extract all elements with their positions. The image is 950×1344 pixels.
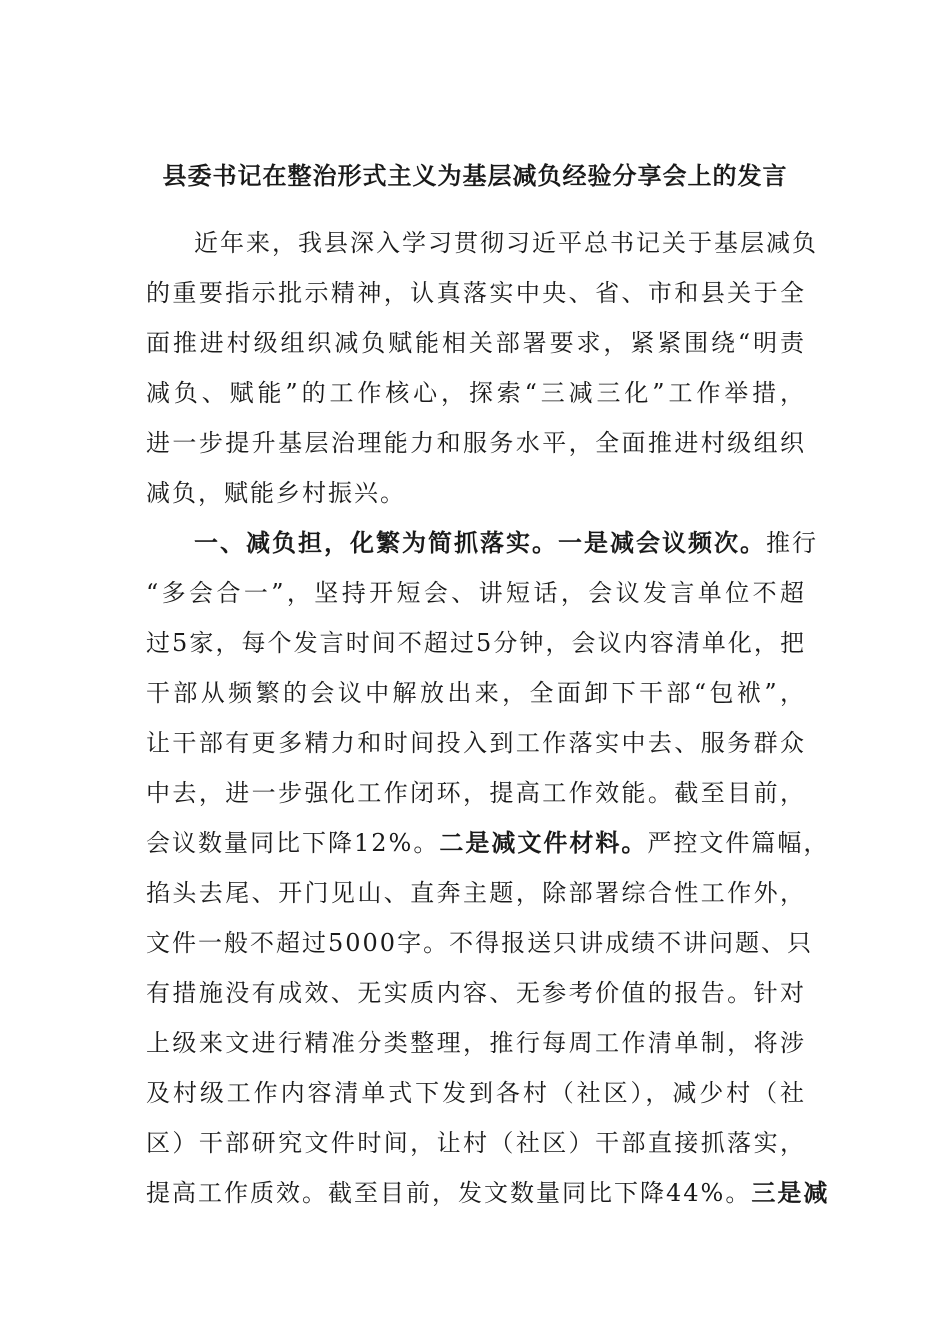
subheading-3: 三是减 bbox=[751, 1178, 830, 1207]
paragraph-2-line-13: 区）干部研究文件时间，让村（社区）干部直接抓落实， bbox=[146, 1129, 806, 1157]
paragraph-2-line-7-start: 会议数量同比下降12%。 bbox=[146, 829, 440, 857]
paragraph-2-line-7 bbox=[146, 818, 830, 868]
paragraph-2-line-7-rest: 严控文件篇幅， bbox=[647, 829, 830, 857]
paragraph-1-line-6: 减负，赋能乡村振兴。 bbox=[146, 479, 406, 507]
paragraph-2-line-10: 有措施没有成效、无实质内容、无参考价值的报告。针对 bbox=[146, 979, 806, 1007]
section-heading: 一、减负担，化繁为简抓落实。一是减会议频次。 bbox=[194, 528, 766, 557]
paragraph-2-line-4: 干部从频繁的会议中解放出来，全面卸下干部“包袱”， bbox=[146, 679, 806, 707]
paragraph-1-line-3: 面推进村级组织减负赋能相关部署要求，紧紧围绕“明责 bbox=[146, 329, 806, 357]
paragraph-1-line-2: 的重要指示批示精神，认真落实中央、省、市和县关于全 bbox=[146, 279, 806, 307]
paragraph-2-line-14 bbox=[146, 1168, 830, 1218]
paragraph-2-line-1 bbox=[146, 518, 818, 568]
paragraph-2-line-6: 中去，进一步强化工作闭环，提高工作效能。截至目前， bbox=[146, 779, 806, 807]
paragraph-2-line-12: 及村级工作内容清单式下发到各村（社区），减少村（社 bbox=[146, 1079, 806, 1107]
document-body bbox=[146, 218, 830, 1218]
subheading-2: 二是减文件材料。 bbox=[439, 828, 648, 857]
document-title: 县委书记在整治形式主义为基层减负经验分享会上的发言 bbox=[162, 161, 788, 190]
paragraph-1-line-4: 减负、赋能”的工作核心，探索“三减三化”工作举措， bbox=[146, 379, 806, 407]
paragraph-2-line-9: 文件一般不超过5000字。不得报送只讲成绩不讲问题、只 bbox=[146, 929, 814, 957]
paragraph-2-line-2: “多会合一”，坚持开短会、讲短话，会议发言单位不超 bbox=[146, 579, 806, 607]
paragraph-2-line-8: 掐头去尾、开门见山、直奔主题，除部署综合性工作外， bbox=[146, 879, 806, 907]
paragraph-1-line-1: 近年来，我县深入学习贯彻习近平总书记关于基层减负 bbox=[194, 229, 818, 257]
paragraph-2-line-11: 上级来文进行精准分类整理，推行每周工作清单制，将涉 bbox=[146, 1029, 806, 1057]
paragraph-2-line-5: 让干部有更多精力和时间投入到工作落实中去、服务群众 bbox=[146, 729, 806, 757]
paragraph-1-line-5: 进一步提升基层治理能力和服务水平，全面推进村级组织 bbox=[146, 429, 806, 457]
paragraph-2-line-3: 过5家，每个发言时间不超过5分钟，会议内容清单化，把 bbox=[146, 629, 806, 657]
paragraph-2-line-1-rest: 推行 bbox=[766, 529, 818, 557]
paragraph-2-line-14-start: 提高工作质效。截至目前，发文数量同比下降44%。 bbox=[146, 1179, 752, 1207]
